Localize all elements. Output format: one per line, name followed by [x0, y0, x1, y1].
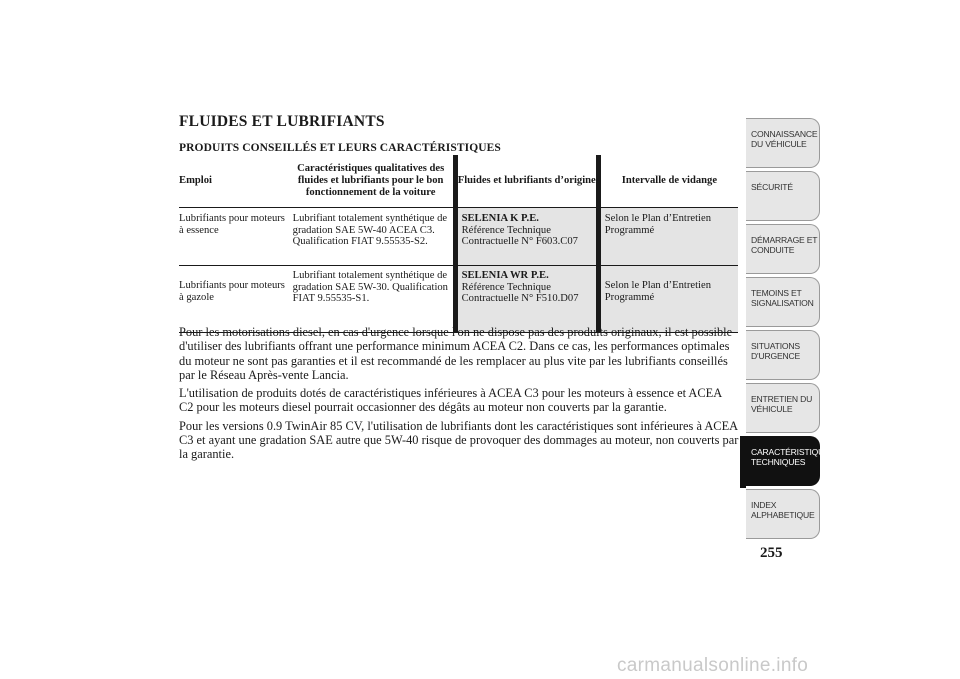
cell-spec: Lubrifiant totalement synthétique de gradation SAE 5W-30. Qualification FIAT 9.55535-S1. [289, 266, 453, 333]
paragraph: Pour les versions 0.9 TwinAir 85 CV, l'utilisation de lubrifiants dont les caractéristiques sont inférieures à ACEA C3 et ayant une gradation SAE autre que 5W-40 risque de provoquer des dommages au moteur, non couverts par la garantie. [179, 418, 739, 462]
page-title: FLUIDES ET LUBRIFIANTS [179, 113, 385, 130]
cell-use: Lubrifiants pour moteurs à essence [179, 208, 289, 266]
lubricants-table [179, 155, 738, 333]
body-text [179, 325, 739, 466]
section-subtitle: PRODUITS CONSEILLÉS ET LEURS CARACTÉRISTIQUES [179, 142, 501, 154]
product-reference: Référence Technique Contractuelle N° F603.C07 [461, 224, 578, 248]
tab-temoins-et-signalisation[interactable]: TEMOINS ET SIGNALISATION [746, 277, 820, 327]
chapter-tabs [746, 118, 836, 542]
tab-situations-d-urgence[interactable]: SITUATIONS D'URGENCE [746, 330, 820, 380]
tab-entretien-du-vehicule[interactable]: ENTRETIEN DU VÉHICULE [746, 383, 820, 433]
tab-demarrage-et-conduite[interactable]: DÉMARRAGE ET CONDUITE [746, 224, 820, 274]
cell-product [458, 208, 596, 266]
table-row [179, 208, 738, 266]
tab-connaissance-du-vehicule[interactable]: CONNAISSANCE DU VÉHICULE [746, 118, 820, 168]
header-original-fluids: Fluides et lubrifiants d’origine [458, 155, 596, 208]
table-header-row [179, 155, 738, 208]
product-reference: Référence Technique Contractuelle N° F510.D07 [461, 281, 579, 305]
paragraph: Pour les motorisations diesel, en cas d'urgence lorsque l'on ne dispose pas des produits originaux, il est possible d'utiliser des lubrifiants offrant une performance minimum ACEA C2. Dans ce cas, les performances optimales du moteur ne sont pas garanties et il est recommandé de les remplacer au plus vite par les lubrifiants conseillés par le Réseau Après-vente Lancia. [179, 325, 733, 382]
cell-product [458, 266, 596, 333]
cell-use: Lubrifiants pour moteurs à gazole [179, 266, 289, 333]
header-interval: Intervalle de vidange [601, 155, 738, 208]
header-specs: Caractéristiques qualitatives des fluides et lubrifiants pour le bon fonctionnement de la voiture [289, 155, 453, 208]
watermark: carmanualsonline.info [617, 655, 809, 676]
tab-index-alphabetique[interactable]: INDEX ALPHABETIQUE [746, 489, 820, 539]
page-number: 255 [760, 545, 783, 561]
product-name: SELENIA WR P.E. [461, 270, 549, 281]
paragraph: L'utilisation de produits dotés de caractéristiques inférieures à ACEA C3 pour les moteurs à essence et ACEA C2 pour les moteurs diesel pourrait occasionner des dégâts au moteur non couverts par la garantie. [179, 386, 722, 415]
cell-interval: Selon le Plan d’Entretien Programmé [601, 266, 738, 333]
tab-securite[interactable]: SÉCURITÉ [746, 171, 820, 221]
tab-caracteristiques-techniques[interactable]: CARACTÉRISTIQUES TECHNIQUES [746, 436, 820, 486]
cell-interval: Selon le Plan d’Entretien Programmé [601, 208, 738, 266]
table-row [179, 266, 738, 333]
header-use: Emploi [179, 155, 289, 208]
product-name: SELENIA K P.E. [461, 213, 539, 224]
cell-spec: Lubrifiant totalement synthétique de gradation SAE 5W-40 ACEA C3. Qualification FIAT 9.55535-S2. [289, 208, 453, 266]
